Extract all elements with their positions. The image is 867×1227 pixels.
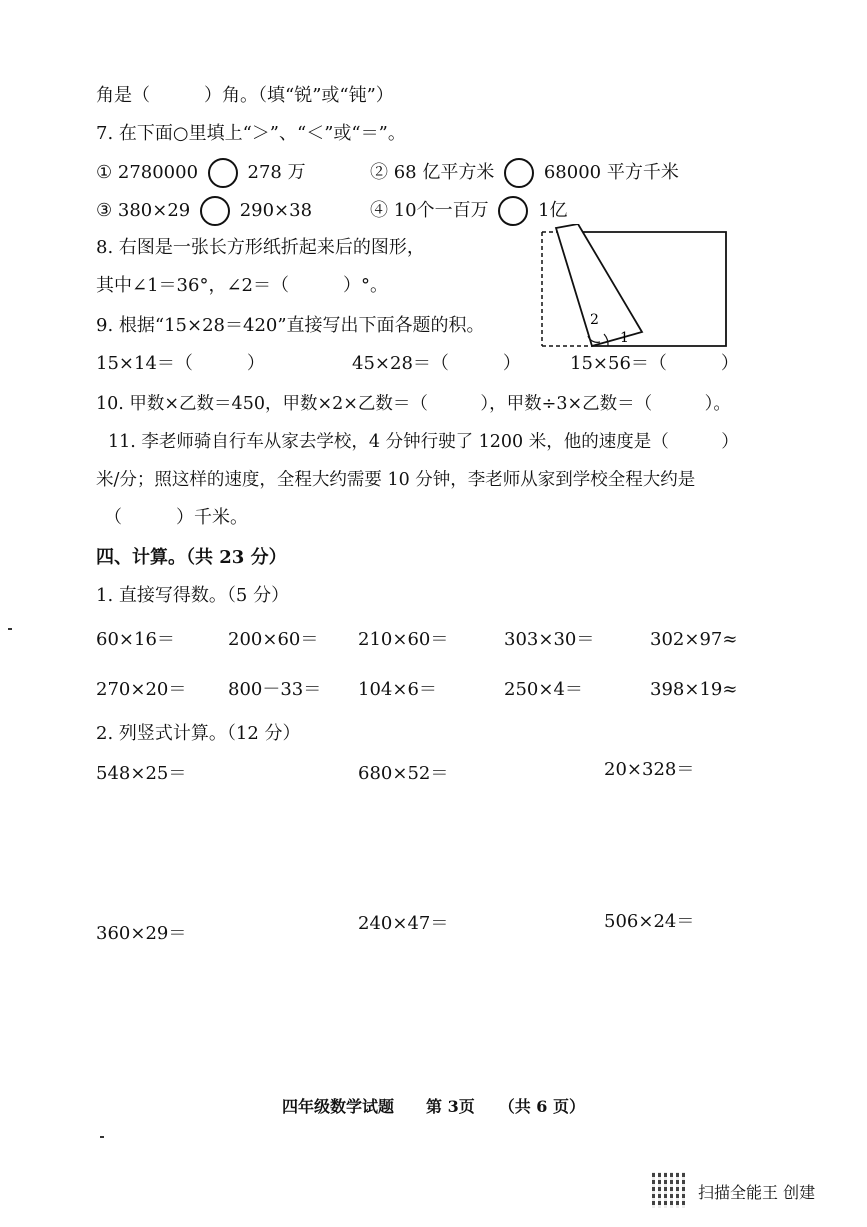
section4-title: 四、计算。（共 23 分）: [96, 547, 287, 568]
angle1-label: 1: [620, 330, 629, 346]
scan-speck: [8, 628, 12, 630]
vertical-2-1: 360×29＝: [96, 923, 187, 944]
q7-item-2-right: 68000 平方千米: [543, 162, 679, 183]
vertical-2-2: 240×47＝: [358, 913, 449, 934]
q7-item-3: [96, 196, 312, 226]
q7-item-1: [96, 158, 306, 188]
q7-item-3-right: 290×38: [239, 200, 313, 221]
q7-item-3-left: 380×29: [117, 200, 191, 221]
q7-item-2-circle[interactable]: [504, 158, 534, 188]
q7-item-4-left: 10个一百万: [393, 200, 489, 221]
mental-2-4: 250×4＝: [504, 679, 583, 700]
q8-line1: 8. 右图是一张长方形纸折起来后的图形，: [96, 237, 425, 258]
scanner-watermark: 扫描全能王 创建: [698, 1183, 816, 1202]
mental-1-3: 210×60＝: [358, 629, 449, 650]
vertical-1-2: 680×52＝: [358, 763, 449, 784]
angle2-label: 2: [590, 312, 599, 328]
q7-item-4-right: 1亿: [538, 200, 568, 221]
q7-item-2: [370, 158, 679, 188]
q9-item-2: 45×28＝（ ）: [352, 353, 521, 374]
q9-item-1: 15×14＝（ ）: [96, 353, 265, 374]
q10: 10. 甲数×乙数＝450，甲数×2×乙数＝（ ），甲数÷3×乙数＝（ ）。: [96, 394, 731, 414]
q6-tail: 角是（ ）角。（填“锐”或“钝”）: [96, 85, 394, 106]
q11-line2: 米/分；照这样的速度，全程大约需要 10 分钟，李老师从家到学校全程大约是: [96, 470, 696, 490]
q7-item-4: [370, 196, 568, 226]
q7-item-2-left: 68 亿平方米: [393, 162, 495, 183]
q7-item-3-num: ③: [96, 200, 113, 221]
mental-2-3: 104×6＝: [358, 679, 437, 700]
scan-speck: [100, 1136, 104, 1138]
folded-strip: [556, 224, 642, 346]
folded-paper-diagram: [540, 224, 730, 352]
q11-line1: 11. 李老师骑自行车从家去学校，4 分钟行驶了 1200 米，他的速度是（ ）: [108, 432, 739, 452]
mental-1-1: 60×16＝: [96, 629, 175, 650]
q11-line3: （ ）千米。: [104, 507, 248, 528]
q7-item-3-circle[interactable]: [200, 196, 230, 226]
q7-title: 7. 在下面○里填上“＞”、“＜”或“＝”。: [96, 123, 406, 144]
page-footer: 四年级数学试题 第 3页 （共 6 页）: [282, 1097, 585, 1116]
q9-title: 9. 根据“15×28＝420”直接写出下面各题的积。: [96, 315, 485, 336]
mental-2-1: 270×20＝: [96, 679, 187, 700]
q9-item-3: 15×56＝（ ）: [570, 353, 739, 374]
section4-part1-title: 1. 直接写得数。（5 分）: [96, 585, 290, 606]
q7-item-1-left: 2780000: [117, 162, 199, 183]
q7-item-2-num: ②: [370, 162, 388, 183]
section4-part2-title: 2. 列竖式计算。（12 分）: [96, 723, 301, 744]
vertical-1-1: 548×25＝: [96, 763, 187, 784]
q7-item-1-circle[interactable]: [208, 158, 238, 188]
vertical-2-3: 506×24＝: [604, 911, 695, 932]
q8-line2: 其中∠1＝36°，∠2＝（ ）°。: [96, 275, 388, 296]
mental-1-5: 302×97≈: [650, 629, 738, 650]
q7-item-4-circle[interactable]: [498, 196, 528, 226]
q7-item-4-num: ④: [370, 200, 388, 221]
mental-1-4: 303×30＝: [504, 629, 595, 650]
qr-code-icon: [652, 1172, 688, 1208]
mental-1-2: 200×60＝: [228, 629, 319, 650]
mental-2-5: 398×19≈: [650, 679, 738, 700]
q7-item-1-num: ①: [96, 162, 113, 183]
q7-item-1-right: 278 万: [247, 162, 306, 183]
vertical-1-3: 20×328＝: [604, 759, 695, 780]
mental-2-2: 800－33＝: [228, 679, 322, 700]
